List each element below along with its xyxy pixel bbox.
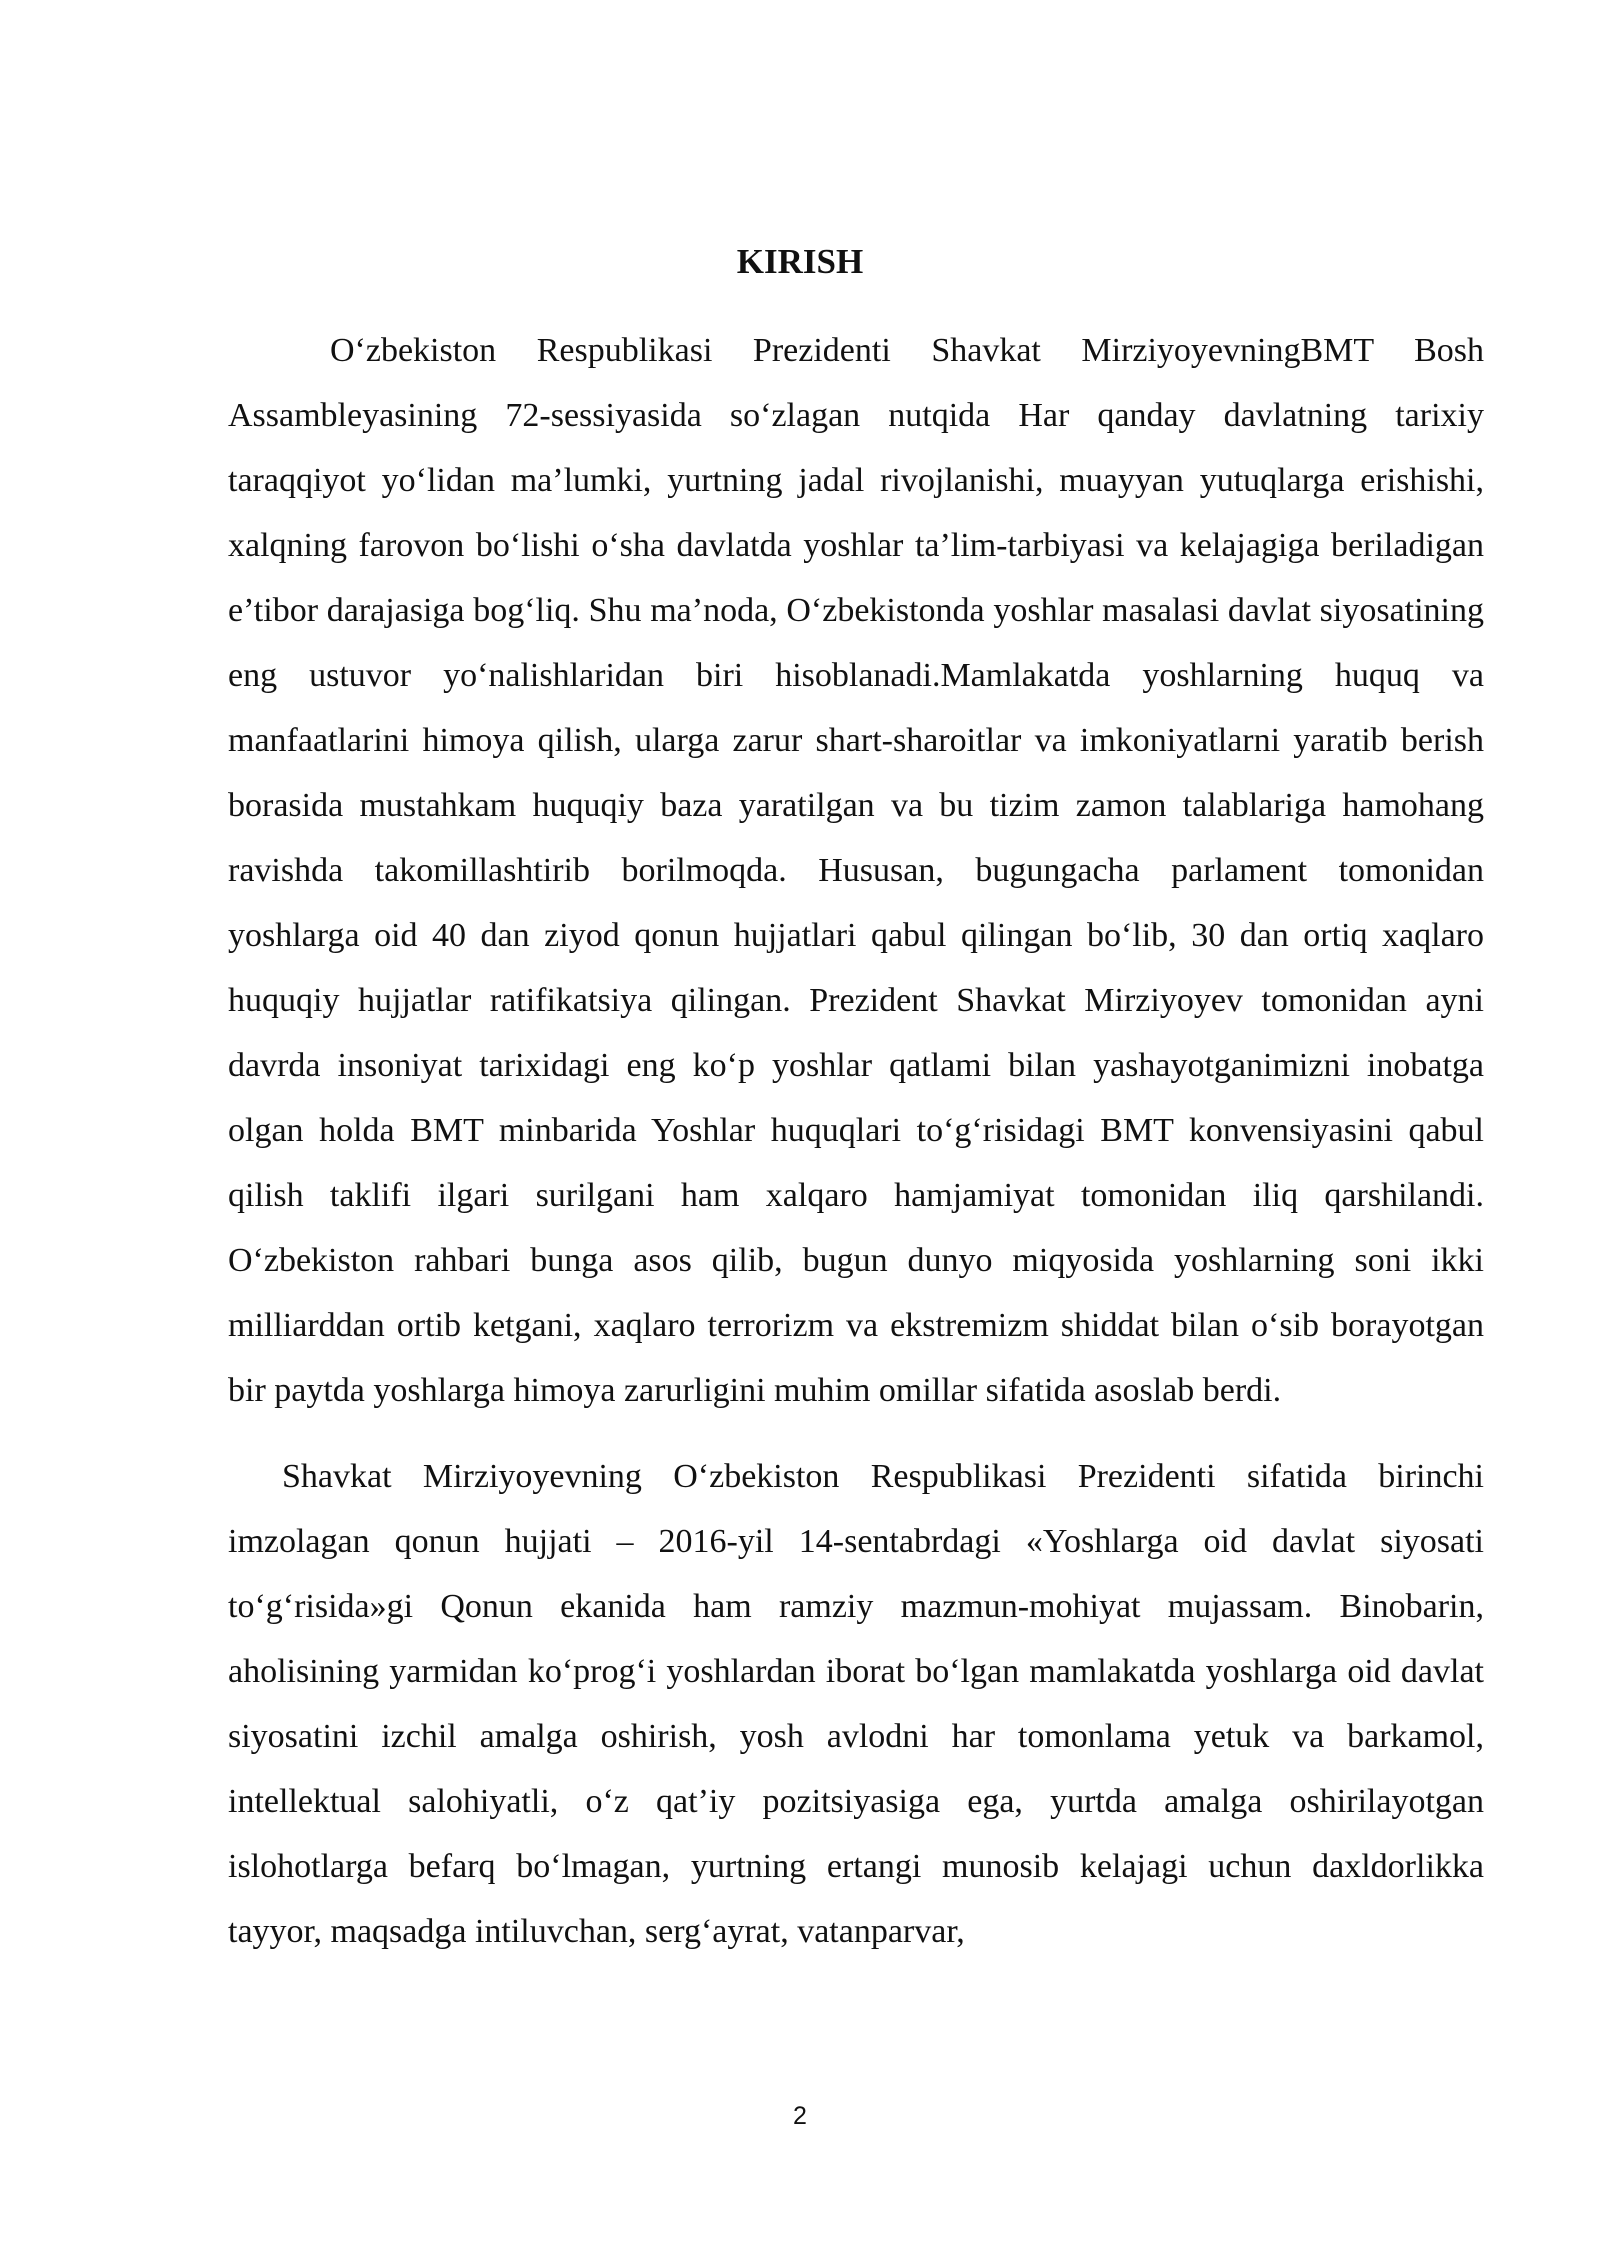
paragraph-law: Shavkat Mirziyoyevning O‘zbekiston Respublikasi Prezidenti sifatida birinchi imzolagan qonun hujjati – 2016-yil 14-sentabrdagi «Yoshlarga oid davlat siyosati to‘g‘risida»gi Qonun ekanida ham ramziy mazmun-mohiyat mujassam. Binobarin, aholisining yarmidan ko‘prog‘i yoshlardan iborat bo‘lgan mamlakatda yoshlarga oid davlat siyosatini izchil amalga oshirish, yosh avlodni har tomonlama yetuk va barkamol, intellektual salohiyatli, o‘z qat’iy pozitsiyasiga ega, yurtda amalga oshirilayotgan islohotlarga befarq bo‘lmagan, yurtning ertangi munosib kelajagi uchun daxldorlikka tayyor, maqsadga intiluvchan, serg‘ayrat, vatanparvar, xyxy=(228,1458,1484,1950)
document-body xyxy=(228,318,1484,1964)
page-number: 2 xyxy=(793,2102,807,2130)
paragraph-intro: O‘zbekiston Respublikasi Prezidenti Shavkat MirziyoyevningBMT Bosh Assambleyasining 72-sessiyasida so‘zlagan nutqida Har qanday davlatning tarixiy taraqqiyot yo‘lidan ma’lumki, yurtning jadal rivojlanishi, muayyan yutuqlarga erishishi, xalqning farovon bo‘lishi o‘sha davlatda yoshlar ta’lim-tarbiyasi va kelajagiga beriladigan e’tibor darajasiga bog‘liq. Shu ma’noda, O‘zbekistonda yoshlar masalasi davlat siyosatining eng ustuvor yo‘nalishlaridan biri hisoblanadi.Mamlakatda yoshlarning huquq va manfaatlarini himoya qilish, ularga zarur shart-sharoitlar va imkoniyatlarni yaratib berish borasida mustahkam huquqiy baza yaratilgan va bu tizim zamon talablariga hamohang ravishda takomillashtirib borilmoqda. Hususan, bugungacha parlament tomonidan yoshlarga oid 40 dan ziyod qonun hujjatlari qabul qilingan bo‘lib, 30 dan ortiq xaqlaro huquqiy hujjatlar ratifikatsiya qilingan. Prezident Shavkat Mirziyoyev tomonidan ayni davrda insoniyat tarixidagi eng ko‘p yoshlar qatlami bilan yashayotganimizni inobatga olgan holda BMT minbarida Yoshlar huquqlari to‘g‘risidagi BMT konvensiyasini qabul qilish taklifi ilgari surilgani ham xalqaro hamjamiyat tomonidan iliq qarshilandi. O‘zbekiston rahbari bunga asos qilib, bugun dunyo miqyosida yoshlarning soni ikki milliarddan ortib ketgani, xaqlaro terrorizm va ekstremizm shiddat bilan o‘sib borayotgan bir paytda yoshlarga himoya zarurligini muhim omillar sifatida asoslab berdi. xyxy=(228,332,1484,1409)
page-title: KIRISH xyxy=(736,242,864,281)
